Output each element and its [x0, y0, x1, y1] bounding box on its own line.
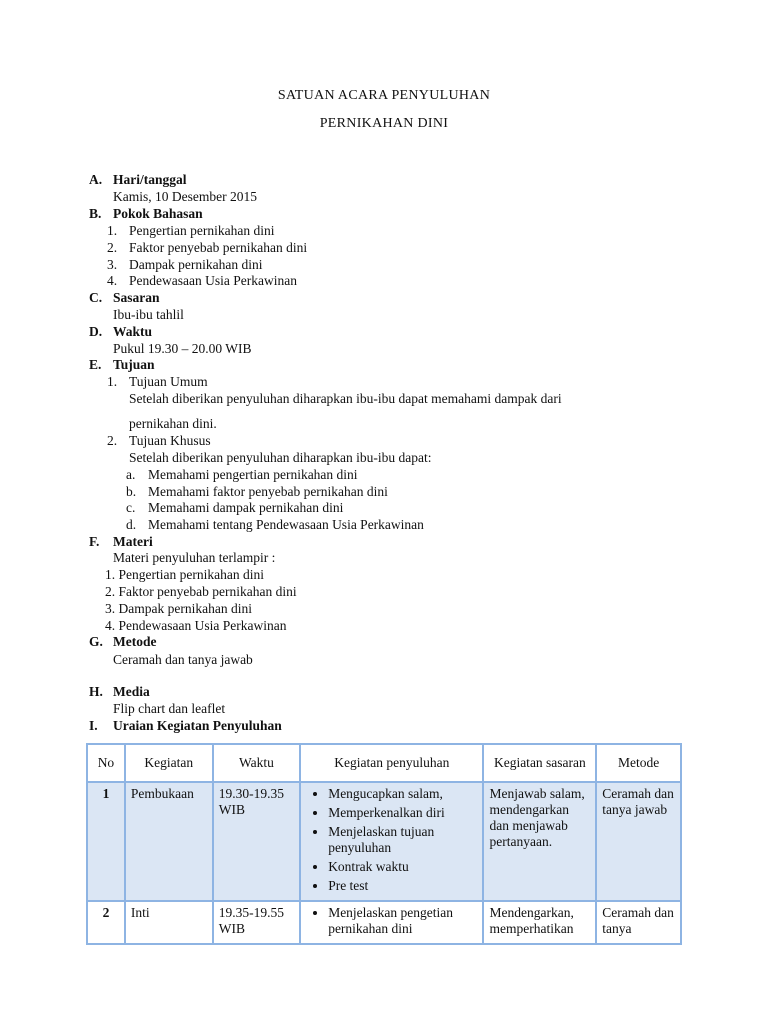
- section-f-heading: F. Materi: [89, 534, 153, 549]
- materi-intro: Materi penyuluhan terlampir :: [113, 550, 276, 565]
- cell-kegiatan-penyuluhan: [300, 901, 483, 944]
- section-h-content: Flip chart dan leaflet: [113, 701, 226, 716]
- header-kegiatan: Kegiatan: [125, 744, 213, 782]
- tujuan-umum-text-cont: pernikahan dini.: [129, 416, 217, 431]
- list-item: • Menjelaskan tujuan penyuluhan: [328, 824, 477, 856]
- list-item: 2. Faktor penyebab pernikahan dini: [107, 240, 308, 255]
- list-item: • Memperkenalkan diri: [328, 805, 477, 821]
- section-b-heading: B. Pokok Bahasan: [89, 206, 203, 221]
- kegiatan-table: [86, 743, 682, 945]
- list-item: 1. Pengertian pernikahan dini: [107, 223, 275, 238]
- section-c-heading: C. Sasaran: [89, 290, 160, 305]
- tujuan-umum-label: 1. Tujuan Umum: [107, 374, 208, 389]
- list-item: 2. Faktor penyebab pernikahan dini: [105, 584, 297, 599]
- cell-kegiatan-sasaran: Mendengarkan, memperhatikan: [483, 901, 596, 944]
- list-item: • Kontrak waktu: [328, 859, 477, 875]
- list-item: d. Memahami tentang Pendewasaan Usia Perkawinan: [126, 517, 424, 532]
- cell-kegiatan: Pembukaan: [125, 782, 213, 901]
- cell-no: 1: [87, 782, 125, 901]
- document-title: SATUAN ACARA PENYULUHAN: [277, 88, 491, 103]
- document-subtitle: PERNIKAHAN DINI: [319, 116, 449, 131]
- cell-kegiatan: Inti: [125, 901, 213, 944]
- table-row: [87, 901, 681, 944]
- header-kegiatan-sasaran: Kegiatan sasaran: [483, 744, 596, 782]
- cell-kegiatan-sasaran: Menjawab salam, mendengarkan dan menjawab pertanyaan.: [483, 782, 596, 901]
- cell-waktu: 19.30-19.35 WIB: [213, 782, 300, 901]
- list-item: 3. Dampak pernikahan dini: [105, 601, 252, 616]
- cell-kegiatan-penyuluhan: [300, 782, 483, 901]
- cell-metode: Ceramah dan tanya jawab: [596, 782, 681, 901]
- table-header-row: [87, 744, 681, 782]
- tujuan-khusus-text: Setelah diberikan penyuluhan diharapkan ibu-ibu dapat:: [129, 450, 432, 465]
- list-item: 3. Dampak pernikahan dini: [107, 257, 263, 272]
- cell-no: 2: [87, 901, 125, 944]
- list-item: b. Memahami faktor penyebab pernikahan dini: [126, 484, 388, 499]
- cell-waktu: 19.35-19.55 WIB: [213, 901, 300, 944]
- section-h-heading: H. Media: [89, 684, 150, 699]
- header-no: No: [87, 744, 125, 782]
- penyuluhan-list: [306, 786, 477, 894]
- cell-metode: Ceramah dan tanya: [596, 901, 681, 944]
- tujuan-khusus-label: 2. Tujuan Khusus: [107, 433, 211, 448]
- section-d-content: Pukul 19.30 – 20.00 WIB: [113, 341, 252, 356]
- tujuan-umum-text: Setelah diberikan penyuluhan diharapkan ibu-ibu dapat memahami dampak dari: [129, 391, 562, 406]
- list-item: • Menjelaskan pengetian pernikahan dini: [328, 905, 477, 937]
- section-g-heading: G. Metode: [89, 634, 157, 649]
- section-a-heading: A. Hari/tanggal: [89, 172, 187, 187]
- section-c-content: Ibu-ibu tahlil: [113, 307, 184, 322]
- section-d-heading: D. Waktu: [89, 324, 153, 339]
- list-item: • Mengucapkan salam,: [328, 786, 477, 802]
- section-i-heading: I. Uraian Kegiatan Penyuluhan: [89, 718, 282, 733]
- section-g-content: Ceramah dan tanya jawab: [113, 652, 253, 667]
- header-kegiatan-penyuluhan: Kegiatan penyuluhan: [300, 744, 483, 782]
- header-metode: Metode: [596, 744, 681, 782]
- list-item: 4. Pendewasaan Usia Perkawinan: [107, 273, 297, 288]
- header-waktu: Waktu: [213, 744, 300, 782]
- list-item: • Pre test: [328, 878, 477, 894]
- list-item: c. Memahami dampak pernikahan dini: [126, 500, 344, 515]
- list-item: a. Memahami pengertian pernikahan dini: [126, 467, 358, 482]
- section-e-heading: E. Tujuan: [89, 357, 155, 372]
- list-item: 4. Pendewasaan Usia Perkawinan: [105, 618, 287, 633]
- table-row: [87, 782, 681, 901]
- penyuluhan-list: [306, 905, 477, 937]
- section-a-content: Kamis, 10 Desember 2015: [113, 189, 257, 204]
- list-item: 1. Pengertian pernikahan dini: [105, 567, 264, 582]
